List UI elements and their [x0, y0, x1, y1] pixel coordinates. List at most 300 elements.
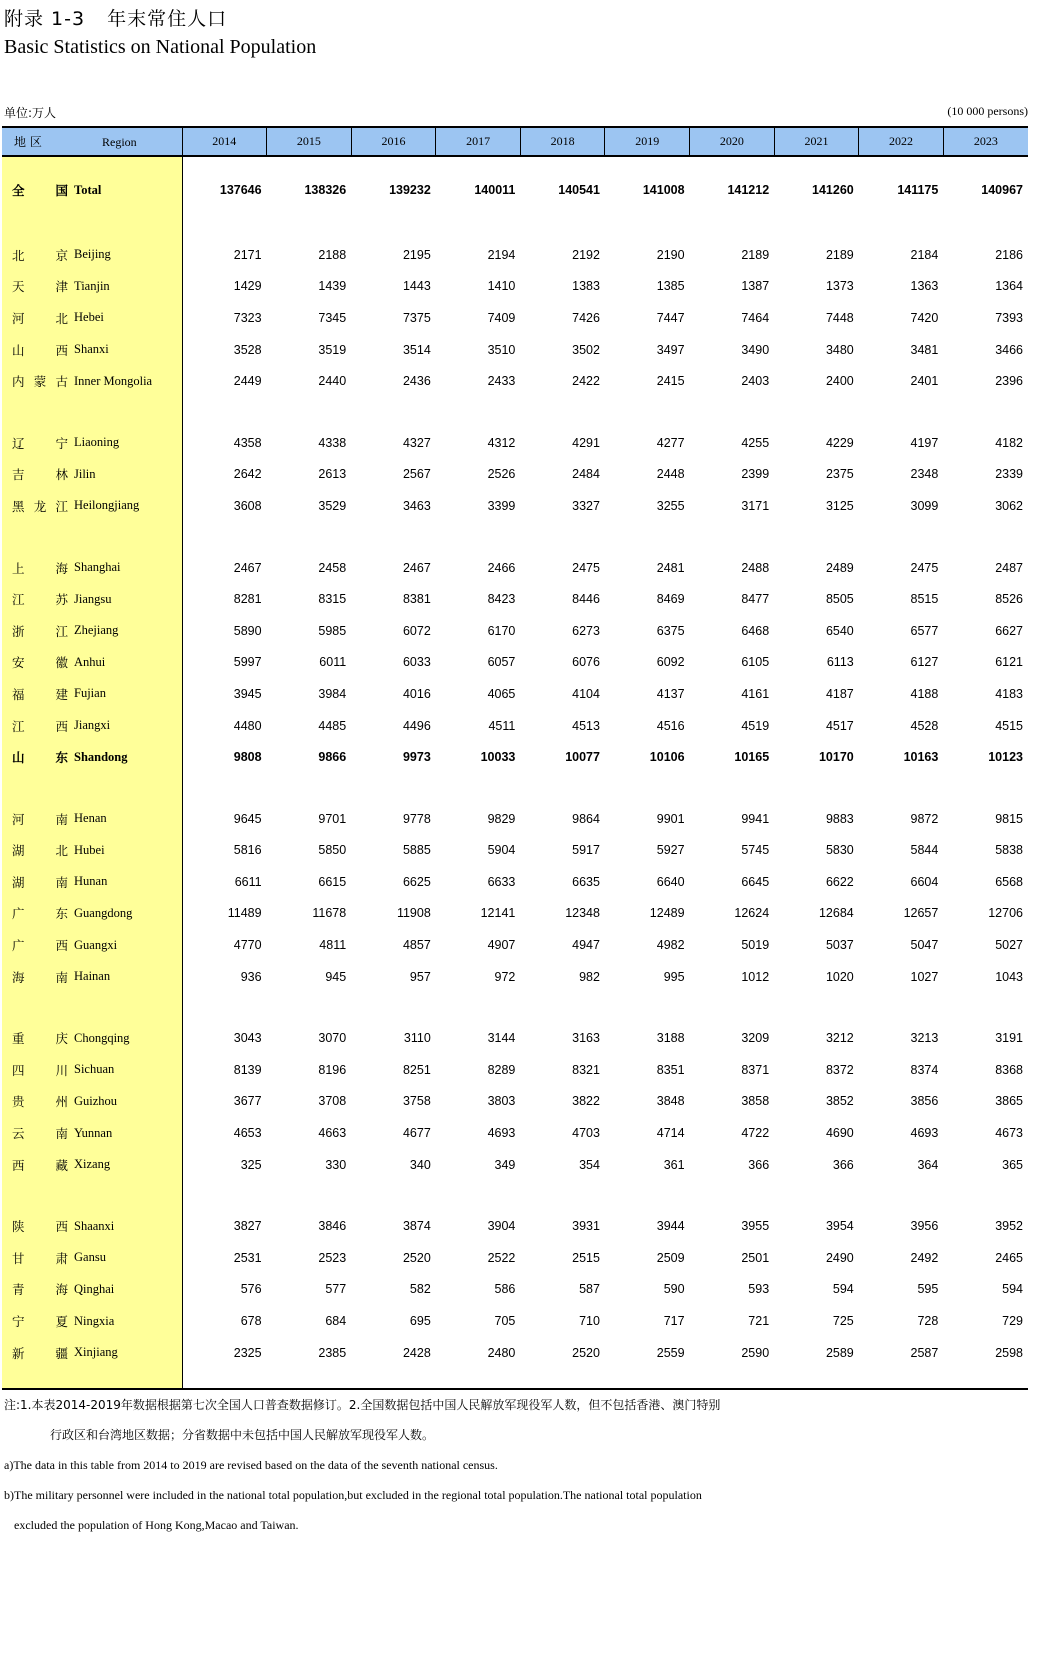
table-row: [2, 459, 1028, 491]
region-name-cn: 安徽: [12, 655, 68, 671]
region-name-cn: 全国: [12, 183, 68, 198]
table-row: [2, 1022, 1028, 1054]
table-row: [2, 1242, 1028, 1274]
value-cell: 5838: [995, 843, 1023, 858]
region-cell: [2, 647, 182, 679]
value-cell: 9864: [572, 811, 600, 826]
value-cell: 1429: [233, 279, 262, 294]
value-cell: 3466: [995, 342, 1023, 357]
value-cell: 6113: [826, 655, 854, 670]
value-cell: 11678: [312, 906, 347, 921]
value-cell: 3209: [741, 1031, 770, 1046]
value-cell: 1387: [741, 279, 770, 294]
region-name-en: Total: [74, 182, 102, 197]
region-name-cn: 青海: [12, 1282, 68, 1298]
region-name-en: Guizhou: [74, 1093, 118, 1108]
value-cell: 2184: [910, 247, 939, 262]
value-cell: 5037: [825, 938, 854, 953]
value-cell: 2467: [233, 560, 262, 575]
value-cell: 728: [917, 1314, 939, 1329]
value-cell: 12657: [903, 906, 939, 921]
spacer-cell: [182, 156, 1028, 171]
year-header: 2016: [351, 127, 436, 156]
spacer-cell: [182, 992, 1028, 1022]
value-cell: 695: [409, 1314, 431, 1329]
value-cell: 3510: [487, 342, 516, 357]
value-cell: 2385: [318, 1345, 347, 1360]
value-cell: 2458: [318, 560, 347, 575]
value-cell: 1012: [741, 969, 770, 984]
region-cell: [2, 1117, 182, 1149]
value-cell: 5917: [572, 843, 600, 858]
region-cell: [2, 1274, 182, 1306]
table-row: [2, 365, 1028, 397]
value-cell: 9778: [402, 811, 431, 826]
region-cell: [2, 961, 182, 993]
value-cell: 8139: [233, 1062, 262, 1077]
value-cell: 4513: [572, 718, 600, 733]
value-cell: 12684: [818, 906, 854, 921]
value-cell: 2189: [825, 247, 854, 262]
value-cell: 2515: [572, 1250, 600, 1265]
value-cell: 5985: [318, 623, 347, 638]
value-cell: 12141: [480, 906, 516, 921]
region-header-cn: 地 区: [14, 135, 42, 149]
appendix-number: 附录 1-3: [4, 8, 86, 30]
region-name-en: Xizang: [74, 1157, 111, 1172]
value-cell: 2559: [656, 1345, 685, 1360]
value-cell: 2488: [741, 560, 770, 575]
value-cell: 6615: [318, 874, 347, 889]
value-cell: 3191: [995, 1031, 1023, 1046]
value-cell: 2526: [487, 467, 516, 482]
region-cell: [2, 929, 182, 961]
value-cell: 4277: [656, 435, 685, 450]
region-name-en: Hebei: [74, 310, 104, 325]
value-cell: 3481: [910, 342, 939, 357]
value-cell: 2481: [656, 560, 685, 575]
region-cell-empty: [2, 992, 182, 1022]
value-cell: 365: [1002, 1157, 1023, 1172]
year-header: 2018: [520, 127, 605, 156]
region-name-en: Liaoning: [74, 435, 120, 450]
region-cell-empty: [2, 397, 182, 427]
value-cell: 7393: [995, 310, 1023, 325]
spacer-row: [2, 209, 1028, 239]
region-cell: [2, 1086, 182, 1118]
region-name-cn: 浙江: [12, 623, 68, 639]
region-name-cn: 新疆: [12, 1345, 68, 1361]
value-cell: 8446: [572, 592, 600, 607]
value-cell: 2415: [656, 374, 685, 389]
value-cell: 9808: [233, 750, 262, 765]
value-cell: 4673: [995, 1126, 1023, 1141]
region-name-cn: 广西: [12, 938, 68, 954]
region-name-en: Zhejiang: [74, 623, 119, 638]
region-cell: [2, 459, 182, 491]
value-cell: 4714: [656, 1126, 685, 1141]
value-cell: 361: [663, 1157, 685, 1172]
table-row: [2, 898, 1028, 930]
region-name-en: Gansu: [74, 1250, 106, 1265]
value-cell: 2440: [318, 374, 347, 389]
region-name-cn: 宁夏: [12, 1314, 68, 1330]
value-cell: 3945: [233, 686, 262, 701]
value-cell: 6170: [487, 623, 516, 638]
spacer-cell: [182, 1368, 1028, 1389]
note-cn-line1: 注:1.本表2014-2019年数据根据第七次全国人口普查数据修订。2.全国数据包括中国人民解放军现役军人数，但不包括香港、澳门特别: [4, 1398, 721, 1412]
value-cell: 4291: [572, 435, 600, 450]
value-cell: 6645: [741, 874, 770, 889]
year-header: 2020: [690, 127, 775, 156]
value-cell: 2194: [487, 247, 516, 262]
region-cell: [2, 239, 182, 271]
value-cell: 3171: [741, 498, 770, 513]
value-cell: 2403: [741, 374, 770, 389]
value-cell: 9901: [656, 811, 685, 826]
value-cell: 2484: [572, 467, 600, 482]
value-cell: 8251: [402, 1062, 431, 1077]
region-cell: [2, 583, 182, 615]
region-name-en: Sichuan: [74, 1062, 115, 1077]
page-title-cn: [4, 4, 227, 31]
region-name-en: Inner Mongolia: [74, 373, 153, 388]
region-cell-empty: [2, 1180, 182, 1210]
value-cell: 11489: [227, 906, 262, 921]
value-cell: 4516: [656, 718, 685, 733]
spacer-row: [2, 156, 1028, 171]
value-cell: 4312: [487, 435, 516, 450]
value-cell: 6092: [656, 655, 685, 670]
value-cell: 140541: [558, 183, 600, 197]
region-name-cn: 江西: [12, 718, 68, 734]
value-cell: 4197: [910, 435, 939, 450]
value-cell: 2509: [656, 1250, 685, 1265]
value-cell: 3463: [402, 498, 431, 513]
value-cell: 5830: [825, 843, 854, 858]
value-cell: 138326: [304, 183, 347, 197]
value-cell: 2186: [995, 247, 1023, 262]
region-name-cn: 内蒙古: [12, 374, 68, 390]
value-cell: 1439: [318, 279, 347, 294]
table-row: [2, 741, 1028, 773]
region-cell: [2, 710, 182, 742]
table-row: [2, 835, 1028, 867]
value-cell: 139232: [389, 183, 431, 197]
value-cell: 2190: [656, 247, 685, 262]
value-cell: 2567: [402, 467, 431, 482]
value-cell: 3529: [318, 498, 347, 513]
spacer-row: [2, 773, 1028, 803]
note-en-a: a)The data in this table from 2014 to 2019 are revised based on the data of the seventh national census.: [4, 1458, 498, 1472]
table-row: [2, 1054, 1028, 1086]
value-cell: 330: [325, 1157, 347, 1172]
value-cell: 3125: [825, 498, 854, 513]
spacer-cell: [182, 209, 1028, 239]
region-name-cn: 四川: [12, 1062, 68, 1078]
note-en-b-line1: b)The military personnel were included in the national total population,but excluded in the regional total population.The national total population: [4, 1488, 702, 1502]
region-name-cn: 海南: [12, 969, 68, 985]
table-row: [2, 1117, 1028, 1149]
value-cell: 3043: [233, 1031, 262, 1046]
value-cell: 4770: [233, 938, 262, 953]
value-cell: 8368: [995, 1062, 1023, 1077]
value-cell: 2487: [995, 560, 1023, 575]
value-cell: 9866: [318, 750, 347, 765]
value-cell: 3852: [825, 1094, 854, 1109]
value-cell: 2399: [741, 467, 770, 482]
region-name-en: Ningxia: [74, 1313, 115, 1328]
value-cell: 8281: [233, 592, 262, 607]
value-cell: 6072: [402, 623, 431, 638]
value-cell: 9829: [487, 811, 516, 826]
value-cell: 12348: [565, 906, 600, 921]
value-cell: 140967: [981, 183, 1023, 197]
value-cell: 1020: [825, 969, 854, 984]
region-name-cn: 广东: [12, 906, 68, 922]
table-row: [2, 1210, 1028, 1242]
value-cell: 6604: [910, 874, 939, 889]
value-cell: 5745: [741, 843, 770, 858]
region-name-cn: 北京: [12, 247, 68, 263]
value-cell: 6568: [995, 874, 1023, 889]
year-header: 2015: [267, 127, 352, 156]
title-text-cn: 年末常住人口: [107, 8, 228, 30]
region-name-en: Hunan: [74, 874, 108, 889]
value-cell: 9645: [233, 811, 262, 826]
value-cell: 8526: [995, 592, 1023, 607]
table-row: [2, 803, 1028, 835]
region-name-en: Guangxi: [74, 937, 118, 952]
value-cell: 2590: [741, 1345, 770, 1360]
value-cell: 7323: [233, 310, 262, 325]
value-cell: 3255: [656, 498, 685, 513]
value-cell: 4183: [995, 686, 1023, 701]
value-cell: 3708: [318, 1094, 347, 1109]
value-cell: 6468: [741, 623, 770, 638]
table-row: [2, 710, 1028, 742]
region-name-en: Qinghai: [74, 1281, 115, 1296]
value-cell: 3099: [910, 498, 939, 513]
value-cell: 3163: [572, 1031, 600, 1046]
region-name-en: Shandong: [74, 749, 128, 764]
table-row: [2, 1305, 1028, 1337]
value-cell: 8381: [402, 592, 431, 607]
value-cell: 4480: [233, 718, 262, 733]
value-cell: 6625: [402, 874, 431, 889]
value-cell: 7448: [825, 310, 854, 325]
table-row: [2, 583, 1028, 615]
table-row: [2, 866, 1028, 898]
region-name-cn: 河南: [12, 811, 68, 827]
region-cell: [2, 741, 182, 773]
value-cell: 3519: [318, 342, 347, 357]
region-name-en: Chongqing: [74, 1030, 130, 1045]
region-name-cn: 山西: [12, 342, 68, 358]
value-cell: 587: [579, 1282, 600, 1297]
value-cell: 4338: [318, 435, 347, 450]
spacer-row: [2, 992, 1028, 1022]
value-cell: 5997: [233, 655, 262, 670]
table-row: [2, 302, 1028, 334]
region-name-en: Yunnan: [74, 1125, 113, 1140]
table-row: [2, 961, 1028, 993]
value-cell: 595: [917, 1282, 939, 1297]
value-cell: 2522: [487, 1250, 516, 1265]
spacer-cell: [182, 522, 1028, 552]
table-row: [2, 647, 1028, 679]
region-cell: [2, 427, 182, 459]
spacer-cell: [182, 773, 1028, 803]
region-name-cn: 河北: [12, 310, 68, 326]
region-cell: [2, 365, 182, 397]
value-cell: 3677: [233, 1094, 262, 1109]
value-cell: 582: [409, 1282, 431, 1297]
value-cell: 1443: [402, 279, 431, 294]
value-cell: 7420: [910, 310, 939, 325]
region-name-cn: 贵州: [12, 1094, 68, 1110]
value-cell: 4677: [402, 1126, 431, 1141]
value-cell: 3956: [910, 1219, 939, 1234]
value-cell: 4187: [825, 686, 854, 701]
value-cell: 3954: [825, 1219, 854, 1234]
value-cell: 3955: [741, 1219, 770, 1234]
value-cell: 4857: [402, 938, 431, 953]
value-cell: 4161: [741, 686, 770, 701]
value-cell: 4016: [402, 686, 431, 701]
value-cell: 6640: [656, 874, 685, 889]
table-row: [2, 1274, 1028, 1306]
region-cell: [2, 1054, 182, 1086]
value-cell: 3803: [487, 1094, 516, 1109]
region-cell: [2, 898, 182, 930]
value-cell: 349: [494, 1157, 516, 1172]
region-cell-empty: [2, 209, 182, 239]
value-cell: 8372: [825, 1062, 854, 1077]
value-cell: 4528: [910, 718, 939, 733]
value-cell: 8321: [572, 1062, 600, 1077]
value-cell: 586: [494, 1282, 516, 1297]
value-cell: 340: [409, 1157, 431, 1172]
value-cell: 729: [1002, 1314, 1023, 1329]
value-cell: 2325: [233, 1345, 262, 1360]
value-cell: 2188: [318, 247, 347, 262]
region-name-en: Jilin: [74, 466, 96, 481]
value-cell: 10123: [988, 750, 1023, 765]
value-cell: 1043: [995, 969, 1023, 984]
value-cell: 3502: [572, 342, 600, 357]
value-cell: 2348: [910, 467, 939, 482]
value-cell: 3399: [487, 498, 516, 513]
region-name-en: Anhui: [74, 654, 106, 669]
value-cell: 8469: [656, 592, 685, 607]
value-cell: 4722: [741, 1126, 770, 1141]
value-cell: 8515: [910, 592, 939, 607]
region-name-en: Shanxi: [74, 342, 109, 357]
value-cell: 9883: [825, 811, 854, 826]
value-cell: 3608: [233, 498, 262, 513]
value-cell: 2433: [487, 374, 516, 389]
value-cell: 325: [240, 1157, 262, 1172]
value-cell: 7464: [741, 310, 770, 325]
value-cell: 2520: [402, 1250, 431, 1265]
value-cell: 7375: [402, 310, 431, 325]
value-cell: 4690: [825, 1126, 854, 1141]
region-name-en: Guangdong: [74, 905, 133, 920]
value-cell: 12706: [988, 906, 1023, 921]
value-cell: 10033: [480, 750, 516, 765]
value-cell: 12489: [649, 906, 685, 921]
region-name-cn: 甘肃: [12, 1250, 68, 1266]
value-cell: 3327: [572, 498, 600, 513]
value-cell: 6273: [572, 623, 600, 638]
value-cell: 6375: [656, 623, 685, 638]
region-name-en: Hubei: [74, 842, 105, 857]
table-row: [2, 1149, 1028, 1181]
region-name-en: Jiangsu: [74, 591, 112, 606]
value-cell: 8371: [741, 1062, 770, 1077]
value-cell: 3497: [656, 342, 685, 357]
value-cell: 972: [494, 969, 516, 984]
region-name-cn: 山东: [12, 750, 68, 766]
region-cell: [2, 1337, 182, 1369]
region-cell: [2, 1242, 182, 1274]
value-cell: 5885: [402, 843, 431, 858]
value-cell: 4496: [402, 718, 431, 733]
value-cell: 3952: [995, 1219, 1023, 1234]
value-cell: 6627: [995, 623, 1023, 638]
value-cell: 3846: [318, 1219, 347, 1234]
value-cell: 3858: [741, 1094, 770, 1109]
value-cell: 2428: [402, 1345, 431, 1360]
value-cell: 8423: [487, 592, 516, 607]
value-cell: 2401: [910, 374, 939, 389]
table-row: [2, 334, 1028, 366]
value-cell: 936: [240, 969, 262, 984]
value-cell: 710: [579, 1314, 600, 1329]
region-name-cn: 福建: [12, 686, 68, 702]
footnotes: [4, 1390, 1034, 1540]
value-cell: 5890: [233, 623, 262, 638]
value-cell: 2523: [318, 1250, 347, 1265]
value-cell: 2192: [572, 247, 600, 262]
region-name-cn: 天津: [12, 279, 68, 295]
year-header: 2023: [943, 127, 1028, 156]
value-cell: 2480: [487, 1345, 516, 1360]
region-cell: [2, 1305, 182, 1337]
value-cell: 8196: [318, 1062, 347, 1077]
value-cell: 2400: [825, 374, 854, 389]
region-cell-empty: [2, 156, 182, 171]
value-cell: 4907: [487, 938, 516, 953]
value-cell: 2449: [233, 374, 262, 389]
value-cell: 6105: [741, 655, 770, 670]
region-cell: [2, 615, 182, 647]
value-cell: 717: [663, 1314, 685, 1329]
value-cell: 2448: [656, 467, 685, 482]
value-cell: 4693: [487, 1126, 516, 1141]
value-cell: 2501: [741, 1250, 770, 1265]
value-cell: 10106: [649, 750, 685, 765]
value-cell: 366: [748, 1157, 770, 1172]
value-cell: 2339: [995, 467, 1023, 482]
value-cell: 4229: [825, 435, 854, 450]
value-cell: 4104: [572, 686, 600, 701]
value-cell: 6622: [825, 874, 854, 889]
region-cell: [2, 302, 182, 334]
value-cell: 1383: [572, 279, 600, 294]
value-cell: 9815: [995, 811, 1023, 826]
